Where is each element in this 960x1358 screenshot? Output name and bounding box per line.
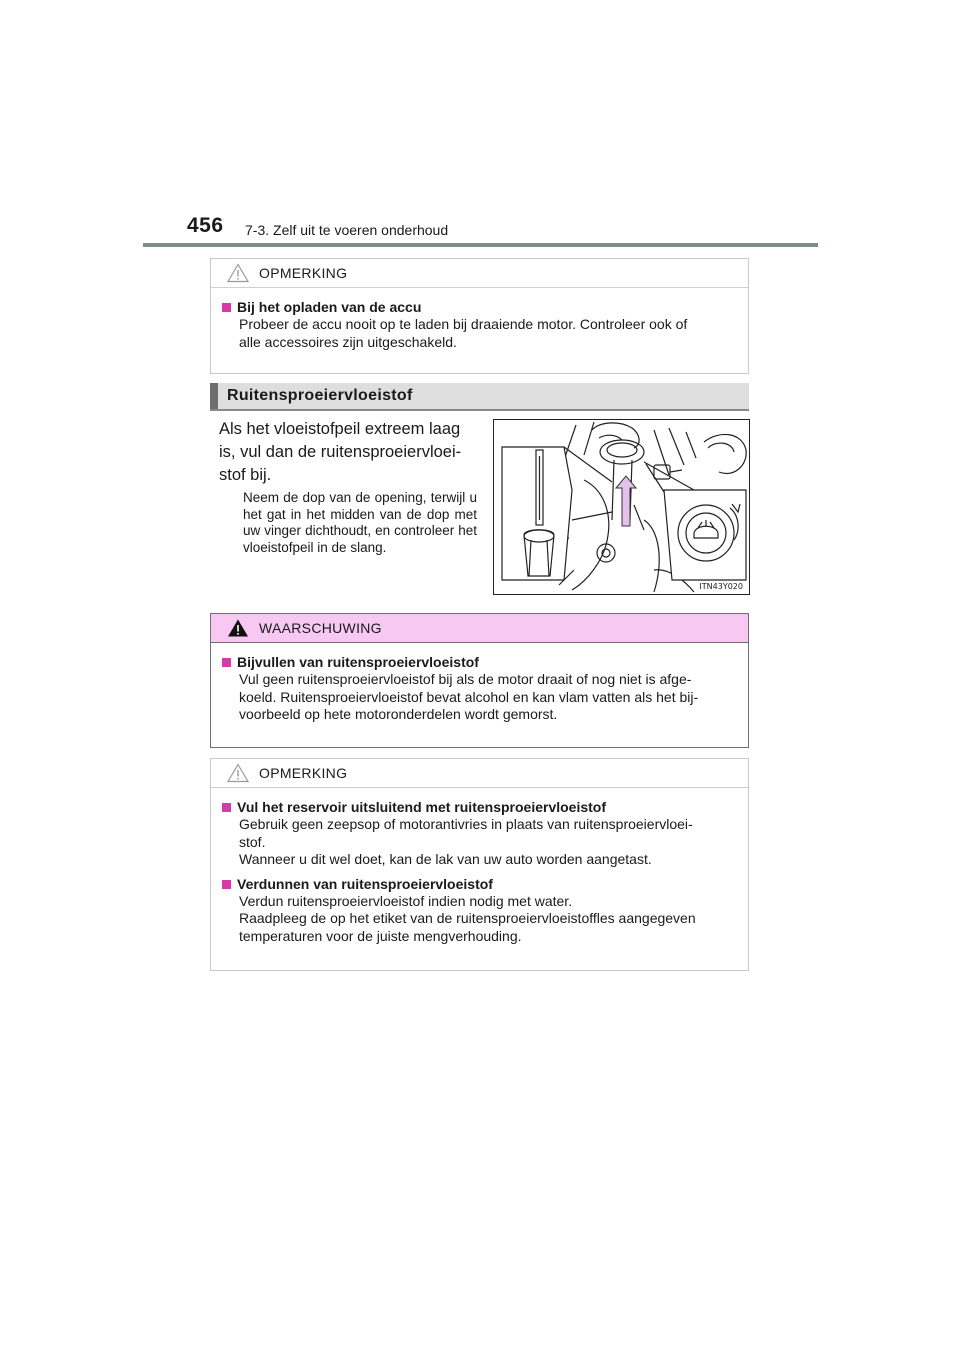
notice-item-title: Bij het opladen van de accu: [221, 299, 738, 316]
notice-box: [210, 258, 749, 374]
notice-header: [211, 259, 748, 288]
warning-header: [211, 614, 748, 643]
caution-outline-icon: [227, 263, 249, 283]
notice-item-text: Verdun ruitensproeiervloeistof indien nodig met water. Raadpleeg de op het etiket van de ruitensproeiervloeistoffles aangegeven temperaturen voor de juiste mengverhouding.: [239, 892, 696, 944]
caution-outline-icon: [227, 763, 249, 783]
section-heading: [210, 383, 749, 410]
heading-text: Ruitensproeiervloeistof: [227, 387, 413, 404]
lead-paragraph: Als het vloeistofpeil extreem laag is, vul dan de ruitensproeiervloei- stof bij.: [219, 420, 462, 484]
heading-bar: [210, 383, 218, 410]
notice-item-text: Gebruik geen zeepsop of motorantivries in plaats van ruitensproeiervloei- stof. Wanneer u dit wel doet, kan de lak van uw auto worden aangetast.: [239, 816, 693, 867]
warning-item-text: Vul geen ruitensproeiervloeistof bij als de motor draait of nog niet is afge- koeld. Ruitensproeiervloeistof bevat alcohol en kan vlam vatten als het bij- voorbeeld op hete motoronderdelen wordt gemorst.: [239, 671, 699, 722]
washer-reservoir-illustration: [493, 419, 750, 595]
notice-item-text: Probeer de accu nooit op te laden bij draaiende motor. Controleer ook of alle accessoires zijn uitgeschakeld.: [239, 316, 688, 350]
washer-reservoir-drawing: [494, 420, 750, 595]
warning-item-title: Bijvullen van ruitensproeiervloeistof: [221, 654, 738, 671]
notice-item-title: Vul het reservoir uitsluitend met ruitensproeiervloeistof: [221, 799, 738, 816]
notice-label: OPMERKING: [259, 765, 348, 781]
header-rule: [143, 243, 818, 247]
section-title: 7-3. Zelf uit te voeren onderhoud: [245, 222, 449, 238]
heading-rule: [210, 409, 749, 411]
bullet-square-icon: [222, 303, 231, 312]
warning-label: WAARSCHUWING: [259, 620, 382, 636]
page-number: 456: [187, 214, 224, 237]
notice-item-title: Verdunnen van ruitensproeiervloeistof: [221, 876, 738, 893]
warning-triangle-icon: [227, 618, 249, 638]
detail-paragraph: Neem de dop van de opening, terwijl u het gat in het midden van de dop met uw vinger dichthoudt, en controleer het vloeistofpeil in de slang.: [243, 490, 477, 555]
notice-label: OPMERKING: [259, 265, 348, 281]
figure-code: ITN43Y020: [699, 582, 743, 591]
bullet-square-icon: [222, 658, 231, 667]
bullet-square-icon: [222, 880, 231, 889]
warning-box: [210, 613, 749, 748]
notice-box: [210, 758, 749, 971]
notice-header: [211, 759, 748, 788]
bullet-square-icon: [222, 803, 231, 812]
